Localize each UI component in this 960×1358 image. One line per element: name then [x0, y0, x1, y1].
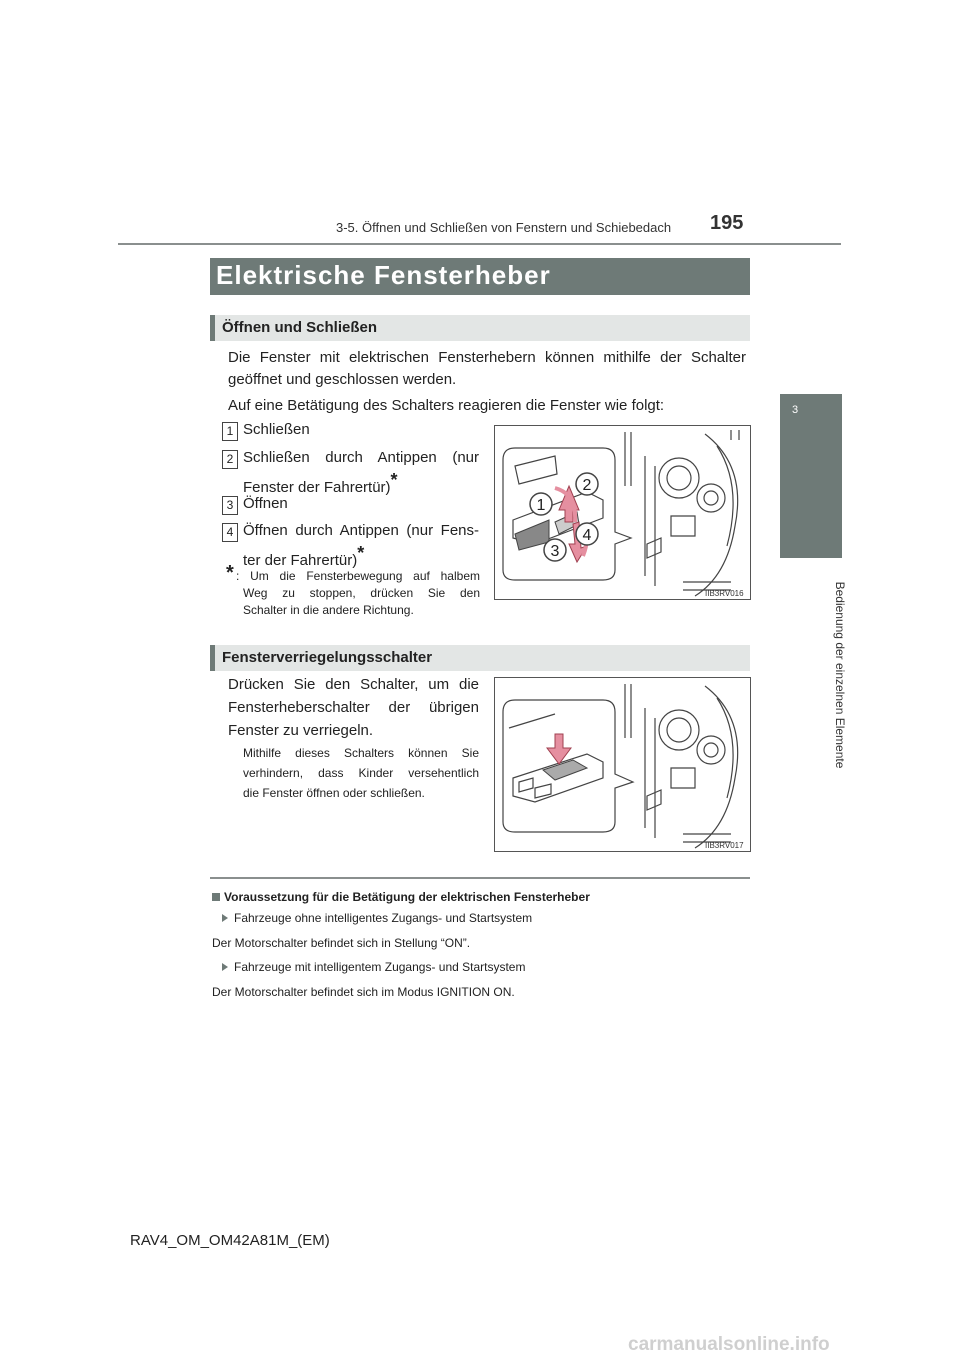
footnote-line2: Weg zu stoppen, drücken Sie den	[243, 586, 480, 600]
callout-2: 2	[582, 477, 592, 494]
lock-switch-illustration	[495, 678, 750, 851]
section2-note-line1: Mithilfe dieses Schalters können Sie	[243, 746, 479, 760]
triangle-bullet-icon	[222, 963, 228, 971]
figure-lock-switch	[494, 677, 751, 852]
section2-note-line3: die Fenster öffnen oder schließen.	[243, 786, 425, 800]
item-number-1: 1	[222, 422, 238, 441]
section-heading-lock-switch: Fensterverriegelungsschalter	[222, 649, 433, 666]
condition-text-1: Der Motorschalter befindet sich in Stellung “ON”.	[212, 936, 471, 950]
document-code: RAV4_OM_OM42A81M_(EM)	[130, 1232, 330, 1249]
section1-lead: Auf eine Betätigung des Schalters reagieren die Fenster wie folgt:	[228, 397, 665, 414]
window-switch-illustration	[495, 426, 750, 599]
item-text-4-line2-text: ter der Fahrertür)	[243, 552, 358, 569]
header-divider	[118, 243, 841, 245]
item-text-1: Schließen	[243, 421, 310, 438]
item-text-2-line2-text: Fenster der Fahrertür)	[243, 479, 391, 496]
chapter-label: Bedienung der einzelnen Elemente	[833, 581, 847, 769]
condition-bullet-1	[222, 911, 532, 925]
condition-bullet-1-text: Fahrzeuge ohne intelligentes Zugangs- und Startsystem	[234, 911, 533, 925]
asterisk: *	[357, 543, 365, 563]
footnote-line3: Schalter in die andere Richtung.	[243, 603, 414, 617]
condition-text-2: Der Motorschalter befindet sich im Modus IGNITION ON.	[212, 985, 515, 999]
item-text-4-line1: Öffnen durch Antippen (nur Fens-	[243, 522, 479, 539]
section2-para-line1: Drücken Sie den Schalter, um die	[228, 676, 479, 693]
section2-para-line2: Fensterheberschalter der übrigen	[228, 699, 479, 716]
asterisk: *	[390, 470, 398, 490]
figure-code-2: IIB3RV017	[705, 841, 744, 850]
callout-4: 4	[582, 527, 592, 544]
item-text-3: Öffnen	[243, 495, 288, 512]
chapter-number: 3	[792, 404, 799, 416]
conditions-heading	[212, 890, 590, 904]
page-title: Elektrische Fensterheber	[216, 260, 551, 290]
figure-code-1: IIB3RV016	[705, 589, 744, 598]
watermark: carmanualsonline.info	[628, 1334, 830, 1355]
square-bullet-icon	[212, 893, 220, 901]
callout-3: 3	[550, 543, 560, 560]
running-header-title: 3-5. Öffnen und Schließen von Fenstern und Schiebedach	[336, 220, 672, 235]
chapter-tab	[780, 394, 842, 558]
item-number-2: 2	[222, 450, 238, 469]
section-divider	[210, 877, 750, 879]
condition-bullet-2-text: Fahrzeuge mit intelligentem Zugangs- und Startsystem	[234, 960, 526, 974]
section-heading-open-close: Öffnen und Schließen	[222, 319, 378, 336]
condition-bullet-2	[222, 960, 525, 974]
item-text-2-line1: Schließen durch Antippen (nur	[243, 449, 479, 466]
callout-1: 1	[536, 497, 546, 514]
section2-note-line2: verhindern, dass Kinder versehentlich	[243, 766, 479, 780]
section2-para-line3: Fenster zu verriegeln.	[228, 722, 374, 739]
footnote-star: *	[226, 562, 234, 584]
item-number-4: 4	[222, 523, 238, 542]
triangle-bullet-icon	[222, 914, 228, 922]
conditions-heading-text: Voraussetzung für die Betätigung der elektrischen Fensterheber	[224, 890, 590, 904]
figure-window-switches	[494, 425, 751, 600]
section1-intro: Die Fenster mit elektrischen Fensterhebern können mithilfe der Schalter geöffnet und geschlossen werden.	[228, 349, 746, 388]
item-number-3: 3	[222, 496, 238, 515]
footnote-line1: : Um die Fensterbewegung auf halbem	[236, 569, 480, 583]
page-number: 195	[710, 212, 744, 234]
